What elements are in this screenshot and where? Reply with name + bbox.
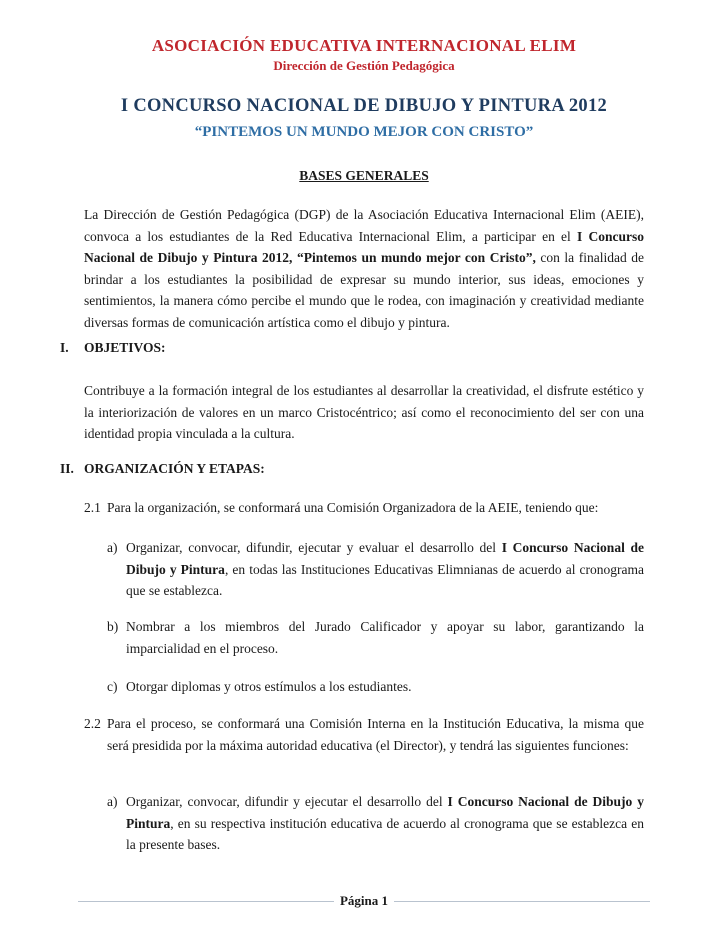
item-2-2-a-text: Organizar, convocar, difundir y ejecutar el desarrollo del I Concurso Nacional de Dibujo y Pintura, en su respectiva institución educativa de acuerdo al cronograma que se establezca en la presente bases.	[126, 794, 644, 852]
section-1-title: OBJETIVOS:	[84, 340, 166, 355]
item-2-1-c-text: Otorgar diplomas y otros estímulos a los estudiantes.	[126, 679, 412, 694]
contest-motto: “PINTEMOS UN MUNDO MEJOR CON CRISTO”	[194, 124, 534, 140]
bases-heading: BASES GENERALES	[299, 168, 429, 183]
intro-contest-name: I Concurso Nacional de Dibujo y Pintura 2012, “Pintemos un mundo mejor con Cristo”,	[84, 228, 644, 265]
page-number: Página 1	[334, 893, 394, 908]
item-2-1-b-text: Nombrar a los miembros del Jurado Calificador y apoyar su labor, garantizando la imparcialidad en el proceso.	[126, 619, 644, 656]
intro-text-2: con la finalidad de brindar a los estudiantes la posibilidad de expresar su mundo interior, sus ideas, emociones y sentimientos, la manera cómo percibe el mundo que le rodea, con imaginación y creatividad mediante diversas formas de comunicación artística como el dibujo y pintura.	[84, 250, 644, 330]
item-2-1-a-bold: I Concurso Nacional de Dibujo y Pintura	[126, 540, 644, 577]
subsection-2-2-text: Para el proceso, se conformará una Comisión Interna en la Institución Educativa, la misma que será presidida por la máxima autoridad educativa (el Director), y tendrá las siguientes funciones:	[107, 716, 644, 753]
subsection-2-1-number: 2.1	[84, 500, 101, 515]
item-2-2-a-mark: a)	[107, 794, 118, 809]
footer	[0, 893, 728, 909]
direction-name: Dirección de Gestión Pedagógica	[273, 58, 455, 73]
section-1-number: I.	[60, 340, 69, 355]
intro-paragraph	[84, 204, 644, 333]
item-2-1-c-mark: c)	[107, 679, 118, 694]
item-2-1-a-text: Organizar, convocar, difundir, ejecutar y evaluar el desarrollo del I Concurso Nacional de Dibujo y Pintura, en todas las Instituciones Educativas Elimnianas de acuerdo al cronograma que se establezca.	[126, 540, 644, 598]
item-2-1-b-mark: b)	[107, 619, 119, 634]
subsection-2-2-number: 2.2	[84, 716, 101, 731]
section-1-paragraph: Contribuye a la formación integral de los estudiantes al desarrollar la creatividad, el disfrute estético y la interiorización de valores en un marco Cristocéntrico; así como el reconocimiento del ser con una identidad propia vinculada a la cultura.	[84, 383, 644, 441]
item-2-1-a-mark: a)	[107, 540, 118, 555]
organization-name: ASOCIACIÓN EDUCATIVA INTERNACIONAL ELIM	[151, 36, 577, 55]
intro-text-1: La Dirección de Gestión Pedagógica (DGP) de la Asociación Educativa Internacional Elim (AEIE), convoca a los estudiantes de la Red Educativa Internacional Elim, a participar en el	[84, 207, 644, 244]
subsection-2-1-text: Para la organización, se conformará una Comisión Organizadora de la AEIE, teniendo que:	[107, 500, 599, 515]
section-2-title: ORGANIZACIÓN Y ETAPAS:	[84, 461, 265, 476]
contest-title: I CONCURSO NACIONAL DE DIBUJO Y PINTURA 2012	[120, 96, 608, 116]
section-2-number: II.	[60, 461, 74, 476]
item-2-2-a-bold: I Concurso Nacional de Dibujo y Pintura	[126, 794, 644, 831]
